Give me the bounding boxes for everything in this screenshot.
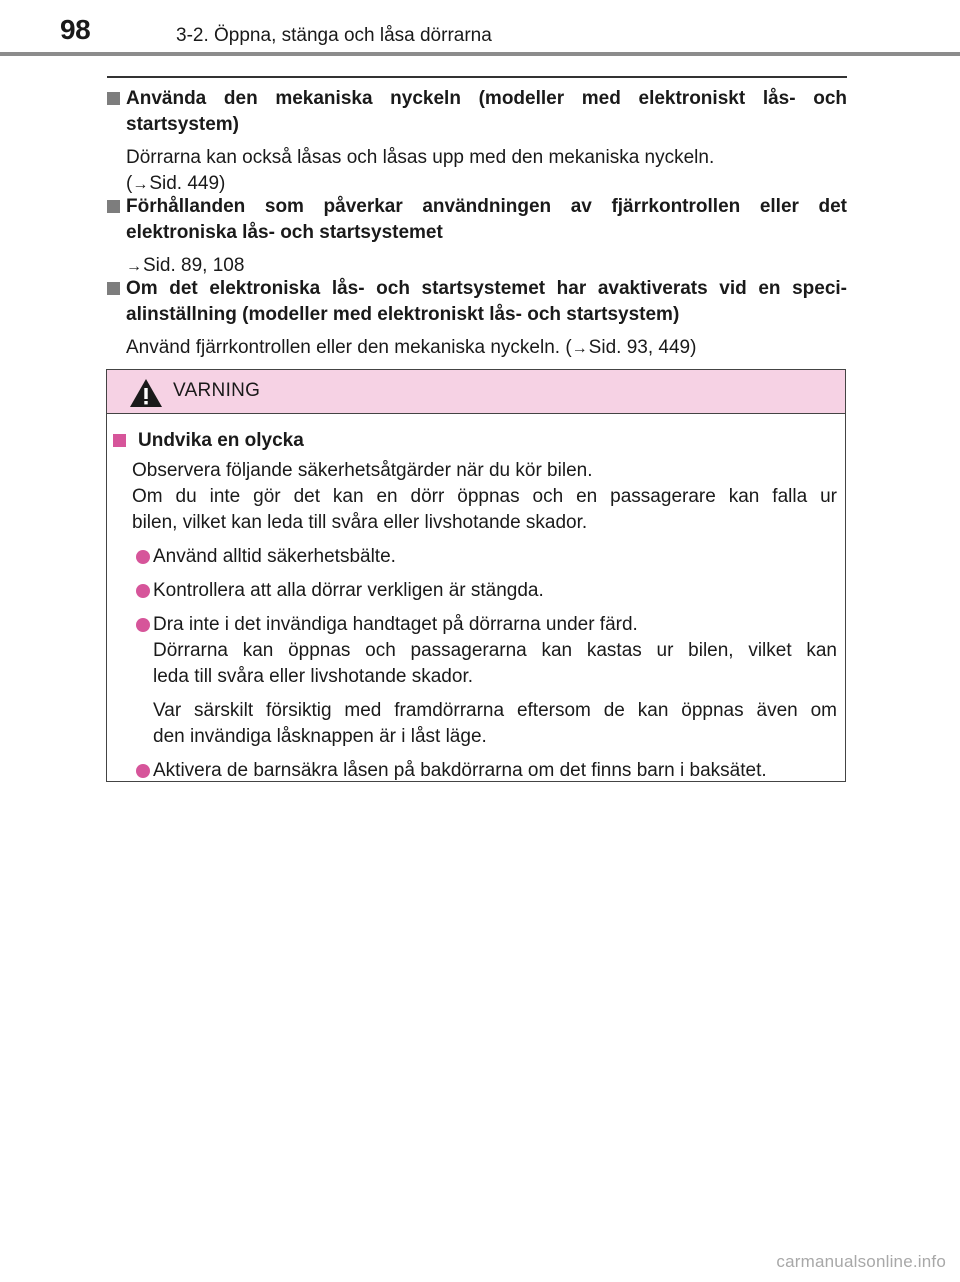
page-header	[0, 0, 960, 60]
bullet-dot-icon	[136, 550, 150, 564]
paren-open: (	[126, 173, 133, 194]
section-heading-text: Förhållanden som påverkar användningen av fjärrkontrollen eller det elektroniska lås- och startsystemet	[126, 196, 847, 243]
section-heading	[107, 86, 847, 138]
warning-heading-text: Undvika en olycka	[138, 430, 304, 451]
list-item-line: den invändiga låsknappen är i låst läge.	[153, 726, 487, 747]
page-number: 98	[60, 14, 91, 45]
warning-triangle-icon	[129, 378, 163, 408]
list-item-line: Dra inte i det invändiga handtaget på dörrarna under färd.	[153, 614, 638, 635]
section-heading	[107, 276, 847, 328]
arrow-right-icon: →	[132, 176, 149, 193]
section-body-text: Använd fjärrkontrollen eller den mekaniska nyckeln. (	[126, 337, 572, 358]
list-item-line: leda till svåra eller livshotande skador.	[153, 666, 474, 687]
square-bullet-icon	[107, 200, 120, 213]
list-item	[136, 578, 837, 604]
warning-intro-line: Observera följande säkerhetsåtgärder när du kör bilen.	[132, 460, 593, 481]
warning-intro-line: bilen, vilket kan leda till svåra eller livshotande skador.	[132, 512, 588, 533]
list-item-line: Var särskilt försiktig med framdörrarna eftersom de kan öppnas även om	[153, 700, 837, 721]
warning-box	[106, 369, 846, 782]
list-item	[136, 758, 837, 784]
bullet-dot-icon	[136, 618, 150, 632]
chapter-title: 3-2. Öppna, stänga och låsa dörrarna	[176, 25, 492, 46]
list-item-text: Använd alltid säkerhetsbälte.	[153, 546, 396, 567]
list-item	[136, 544, 837, 570]
content-rule	[107, 76, 847, 78]
warning-label: VARNING	[173, 380, 261, 401]
warning-intro	[132, 458, 837, 536]
page-reference-link[interactable]: Sid. 89, 108	[143, 255, 245, 276]
bullet-dot-icon	[136, 584, 150, 598]
list-item-line: Dörrarna kan öppnas och passagerarna kan kastas ur bilen, vilket kan	[153, 640, 837, 661]
arrow-right-icon: →	[126, 258, 142, 275]
list-item-note	[153, 698, 837, 750]
square-bullet-icon	[113, 434, 126, 447]
header-rule	[0, 52, 960, 56]
square-bullet-icon	[107, 92, 120, 105]
section-body	[107, 335, 847, 362]
warning-header	[107, 370, 845, 414]
bullet-dot-icon	[136, 764, 150, 778]
section-heading-text: Om det elektroniska lås- och startsystemet har avaktiverats vid en speci-alinställning (modeller med elektroniskt lås- och startsystem)	[126, 278, 847, 325]
list-item-text: Aktivera de barnsäkra låsen på bakdörrarna om det finns barn i baksätet.	[153, 760, 767, 781]
section-conditions	[107, 194, 847, 280]
warning-heading	[113, 428, 845, 454]
warning-body	[107, 428, 845, 784]
warning-intro-line: Om du inte gör det kan en dörr öppnas och en passagerare kan falla ur	[132, 486, 837, 507]
list-item	[136, 612, 837, 750]
section-heading-text: Använda den mekaniska nyckeln (modeller med elektroniskt lås- och startsystem)	[126, 88, 847, 135]
section-body-line: Dörrarna kan också låsas och låsas upp med den mekaniska nyckeln.	[126, 147, 715, 168]
section-body	[107, 145, 847, 198]
section-deactivated	[107, 276, 847, 362]
page-reference-link[interactable]: Sid. 93, 449)	[588, 337, 697, 358]
section-heading	[107, 194, 847, 246]
square-bullet-icon	[107, 282, 120, 295]
section-mechanical-key	[107, 86, 847, 198]
arrow-right-icon: →	[571, 340, 588, 357]
page-reference-link[interactable]: Sid. 449)	[149, 173, 226, 194]
list-item-text: Kontrollera att alla dörrar verkligen är stängda.	[153, 580, 544, 601]
watermark: carmanualsonline.info	[776, 1252, 946, 1271]
